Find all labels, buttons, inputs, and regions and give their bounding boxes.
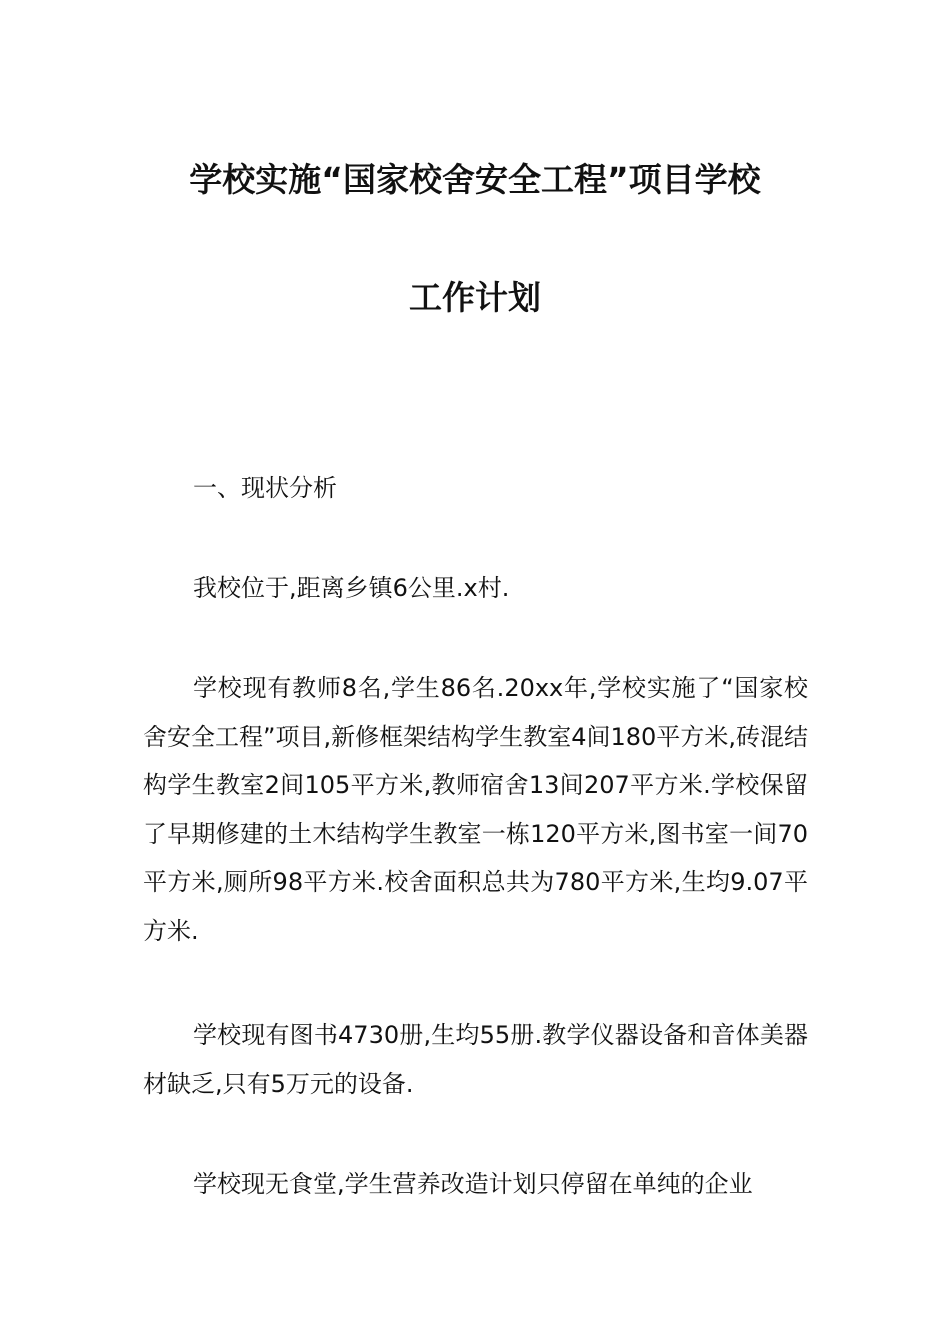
paragraph-location: 我校位于,距离乡镇6公里.x村. (193, 574, 510, 602)
section-heading: 一、现状分析 (193, 474, 337, 502)
document-title-line-1: 学校实施“国家校舍安全工程”项目学校 (189, 160, 761, 199)
paragraph-books-and-equipment: 学校现有图书4730册,生均55册.教学仪器设备和音体美器材缺乏,只有5万元的设备. (143, 1021, 808, 1098)
paragraph-staff-and-buildings: 学校现有教师8名,学生86名.20xx年,学校实施了“国家校舍安全工程”项目,新修框架结构学生教室4间180平方米,砖混结构学生教室2间105平方米,教师宿舍13间207平方米.学校保留了早期修建的土木结构学生教室一栋120平方米,图书室一间70平方米,厕所98平方米.校舍面积总共为780平方米,生均9.07平方米. (143, 674, 808, 945)
document-title-line-2: 工作计划 (409, 278, 541, 317)
paragraph-canteen: 学校现无食堂,学生营养改造计划只停留在单纯的企业 (193, 1170, 753, 1198)
